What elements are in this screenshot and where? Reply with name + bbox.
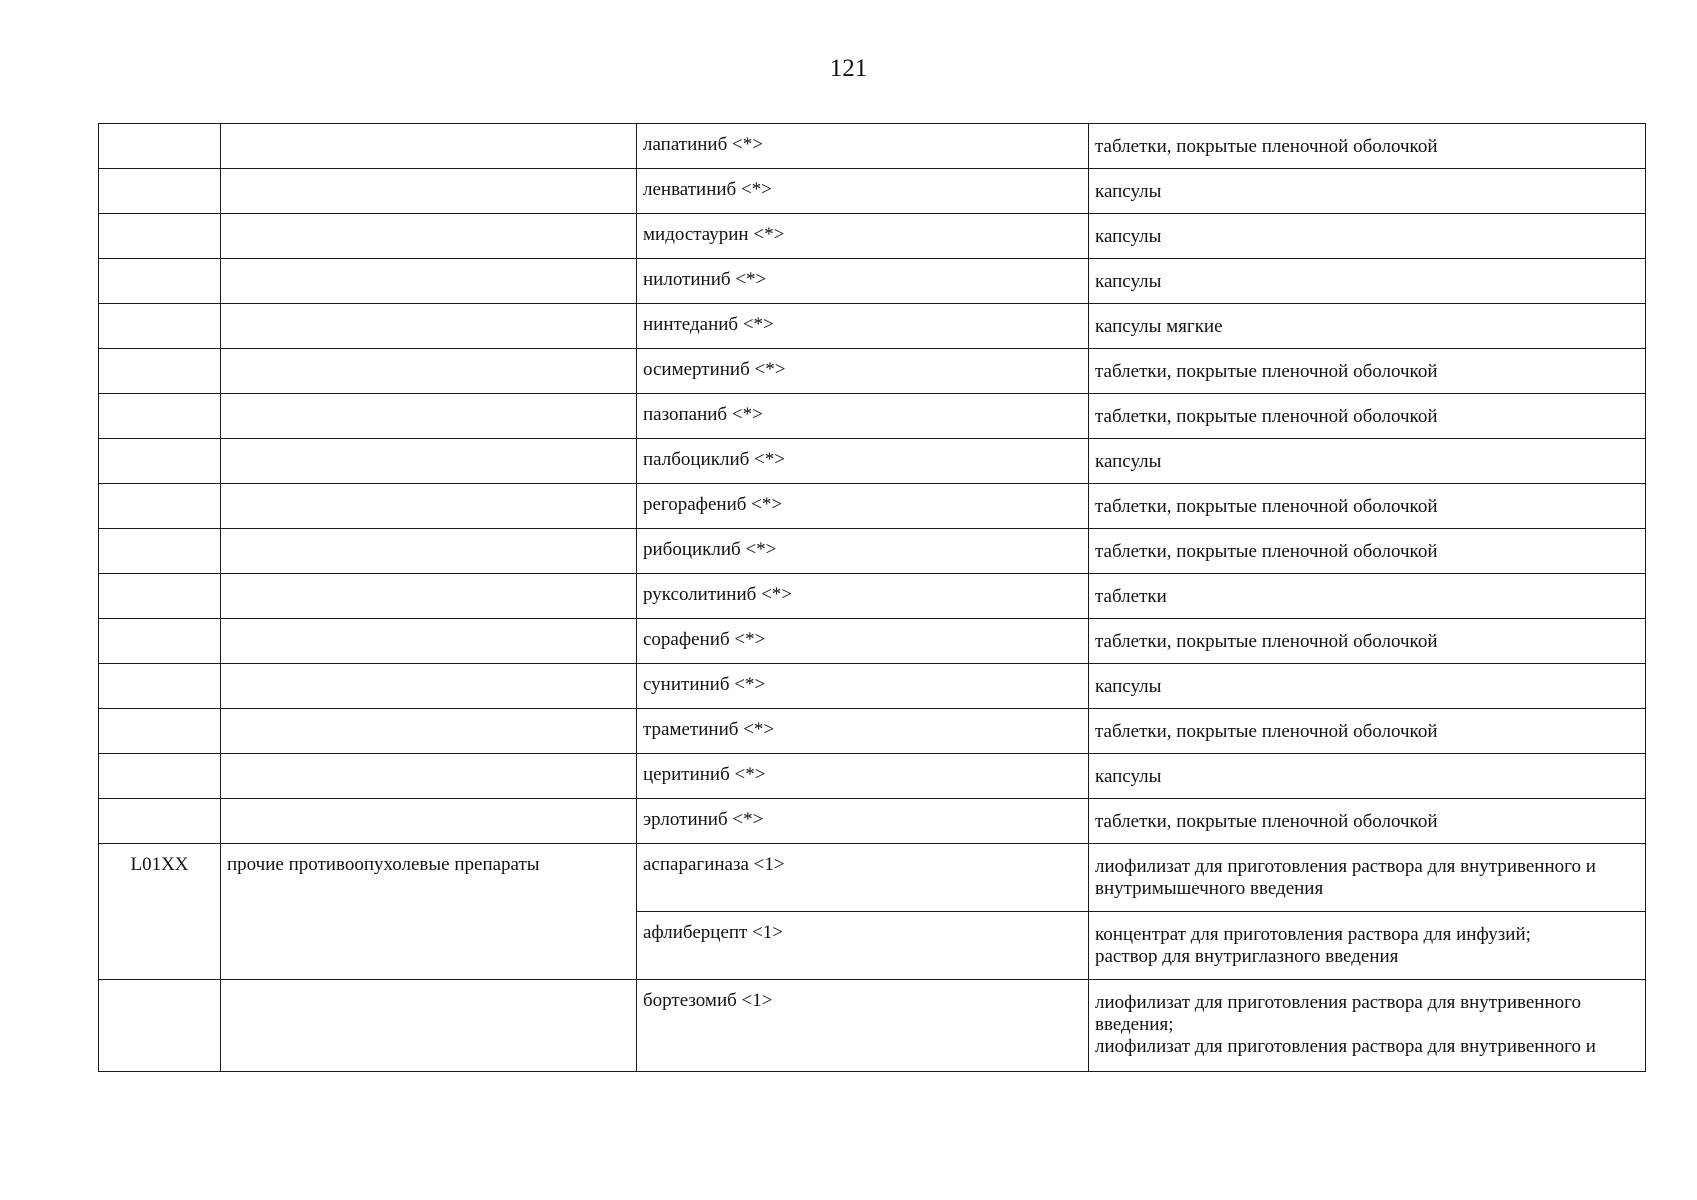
table-row xyxy=(99,529,1646,574)
drug-name-cell: палбоциклиб <*> xyxy=(637,439,1089,484)
group-name-cell xyxy=(221,529,637,574)
drug-name-cell: бортезомиб <1> xyxy=(637,980,1089,1072)
table-row xyxy=(99,980,1646,1072)
drug-name-cell: эрлотиниб <*> xyxy=(637,799,1089,844)
dosage-form-cell: концентрат для приготовления раствора для инфузий; раствор для внутриглазного введения xyxy=(1089,912,1646,980)
group-name-cell xyxy=(221,214,637,259)
table-row-l01xx xyxy=(99,844,1646,912)
dosage-form-cell: таблетки, покрытые пленочной оболочкой xyxy=(1089,709,1646,754)
drug-name-cell: руксолитиниб <*> xyxy=(637,574,1089,619)
group-name-cell xyxy=(221,124,637,169)
group-name-cell xyxy=(221,349,637,394)
dosage-form-cell: таблетки, покрытые пленочной оболочкой xyxy=(1089,349,1646,394)
atc-code-cell xyxy=(99,124,221,169)
group-name-cell xyxy=(221,574,637,619)
atc-code-cell xyxy=(99,574,221,619)
atc-code-cell xyxy=(99,709,221,754)
atc-code-cell xyxy=(99,484,221,529)
table-row xyxy=(99,349,1646,394)
atc-code-cell xyxy=(99,980,221,1072)
table-row xyxy=(99,394,1646,439)
dosage-form-cell: таблетки, покрытые пленочной оболочкой xyxy=(1089,799,1646,844)
drug-name-cell: регорафениб <*> xyxy=(637,484,1089,529)
atc-code-cell xyxy=(99,664,221,709)
dosage-form-cell: лиофилизат для приготовления раствора для внутривенного введения; лиофилизат для приготовления раствора для внутривенного и xyxy=(1089,980,1646,1072)
dosage-form-cell: таблетки, покрытые пленочной оболочкой xyxy=(1089,394,1646,439)
table-row xyxy=(99,304,1646,349)
group-name-cell xyxy=(221,304,637,349)
medicines-table-body xyxy=(99,124,1646,1072)
table-row xyxy=(99,619,1646,664)
dosage-form-cell: капсулы xyxy=(1089,169,1646,214)
dosage-form-cell: капсулы xyxy=(1089,214,1646,259)
table-row xyxy=(99,439,1646,484)
table-row xyxy=(99,574,1646,619)
dosage-form-cell: лиофилизат для приготовления раствора для внутривенного и внутримышечного введения xyxy=(1089,844,1646,912)
drug-name-cell: осимертиниб <*> xyxy=(637,349,1089,394)
table-row xyxy=(99,169,1646,214)
group-name-cell xyxy=(221,754,637,799)
group-name-cell xyxy=(221,439,637,484)
group-name-cell xyxy=(221,169,637,214)
atc-code-cell: L01XX xyxy=(99,844,221,980)
dosage-form-cell: капсулы xyxy=(1089,259,1646,304)
group-name-cell xyxy=(221,664,637,709)
drug-name-cell: траметиниб <*> xyxy=(637,709,1089,754)
dosage-form-cell: таблетки, покрытые пленочной оболочкой xyxy=(1089,619,1646,664)
drug-name-cell: нилотиниб <*> xyxy=(637,259,1089,304)
group-name-cell xyxy=(221,709,637,754)
drug-name-cell: рибоциклиб <*> xyxy=(637,529,1089,574)
dosage-form-cell: таблетки, покрытые пленочной оболочкой xyxy=(1089,484,1646,529)
atc-code-cell xyxy=(99,169,221,214)
table-row xyxy=(99,124,1646,169)
dosage-form-cell: таблетки xyxy=(1089,574,1646,619)
drug-name-cell: ленватиниб <*> xyxy=(637,169,1089,214)
atc-code-cell xyxy=(99,619,221,664)
dosage-form-cell: капсулы xyxy=(1089,754,1646,799)
group-name-cell xyxy=(221,484,637,529)
drug-name-cell: сорафениб <*> xyxy=(637,619,1089,664)
table-row xyxy=(99,709,1646,754)
dosage-form-cell: капсулы xyxy=(1089,664,1646,709)
drug-name-cell: нинтеданиб <*> xyxy=(637,304,1089,349)
drug-name-cell: лапатиниб <*> xyxy=(637,124,1089,169)
dosage-form-cell: капсулы мягкие xyxy=(1089,304,1646,349)
atc-code-cell xyxy=(99,439,221,484)
atc-code-cell xyxy=(99,754,221,799)
group-name-cell xyxy=(221,799,637,844)
group-name-cell xyxy=(221,619,637,664)
drug-name-cell: мидостаурин <*> xyxy=(637,214,1089,259)
table-row xyxy=(99,664,1646,709)
page-number: 121 xyxy=(829,55,868,82)
medicines-table xyxy=(98,123,1646,1072)
table-row xyxy=(99,214,1646,259)
atc-code-cell xyxy=(99,304,221,349)
table-row xyxy=(99,259,1646,304)
drug-name-cell: афлиберцепт <1> xyxy=(637,912,1089,980)
atc-code-cell xyxy=(99,214,221,259)
atc-code-cell xyxy=(99,799,221,844)
atc-code-cell xyxy=(99,529,221,574)
drug-name-cell: пазопаниб <*> xyxy=(637,394,1089,439)
group-name-cell: прочие противоопухолевые препараты xyxy=(221,844,637,980)
atc-code-cell xyxy=(99,394,221,439)
table-row xyxy=(99,754,1646,799)
table-row xyxy=(99,484,1646,529)
drug-name-cell: сунитиниб <*> xyxy=(637,664,1089,709)
dosage-form-cell: таблетки, покрытые пленочной оболочкой xyxy=(1089,124,1646,169)
group-name-cell xyxy=(221,259,637,304)
drug-name-cell: аспарагиназа <1> xyxy=(637,844,1089,912)
drug-name-cell: церитиниб <*> xyxy=(637,754,1089,799)
group-name-cell xyxy=(221,394,637,439)
dosage-form-cell: капсулы xyxy=(1089,439,1646,484)
group-name-cell xyxy=(221,980,637,1072)
atc-code-cell xyxy=(99,349,221,394)
table-row xyxy=(99,799,1646,844)
dosage-form-cell: таблетки, покрытые пленочной оболочкой xyxy=(1089,529,1646,574)
atc-code-cell xyxy=(99,259,221,304)
